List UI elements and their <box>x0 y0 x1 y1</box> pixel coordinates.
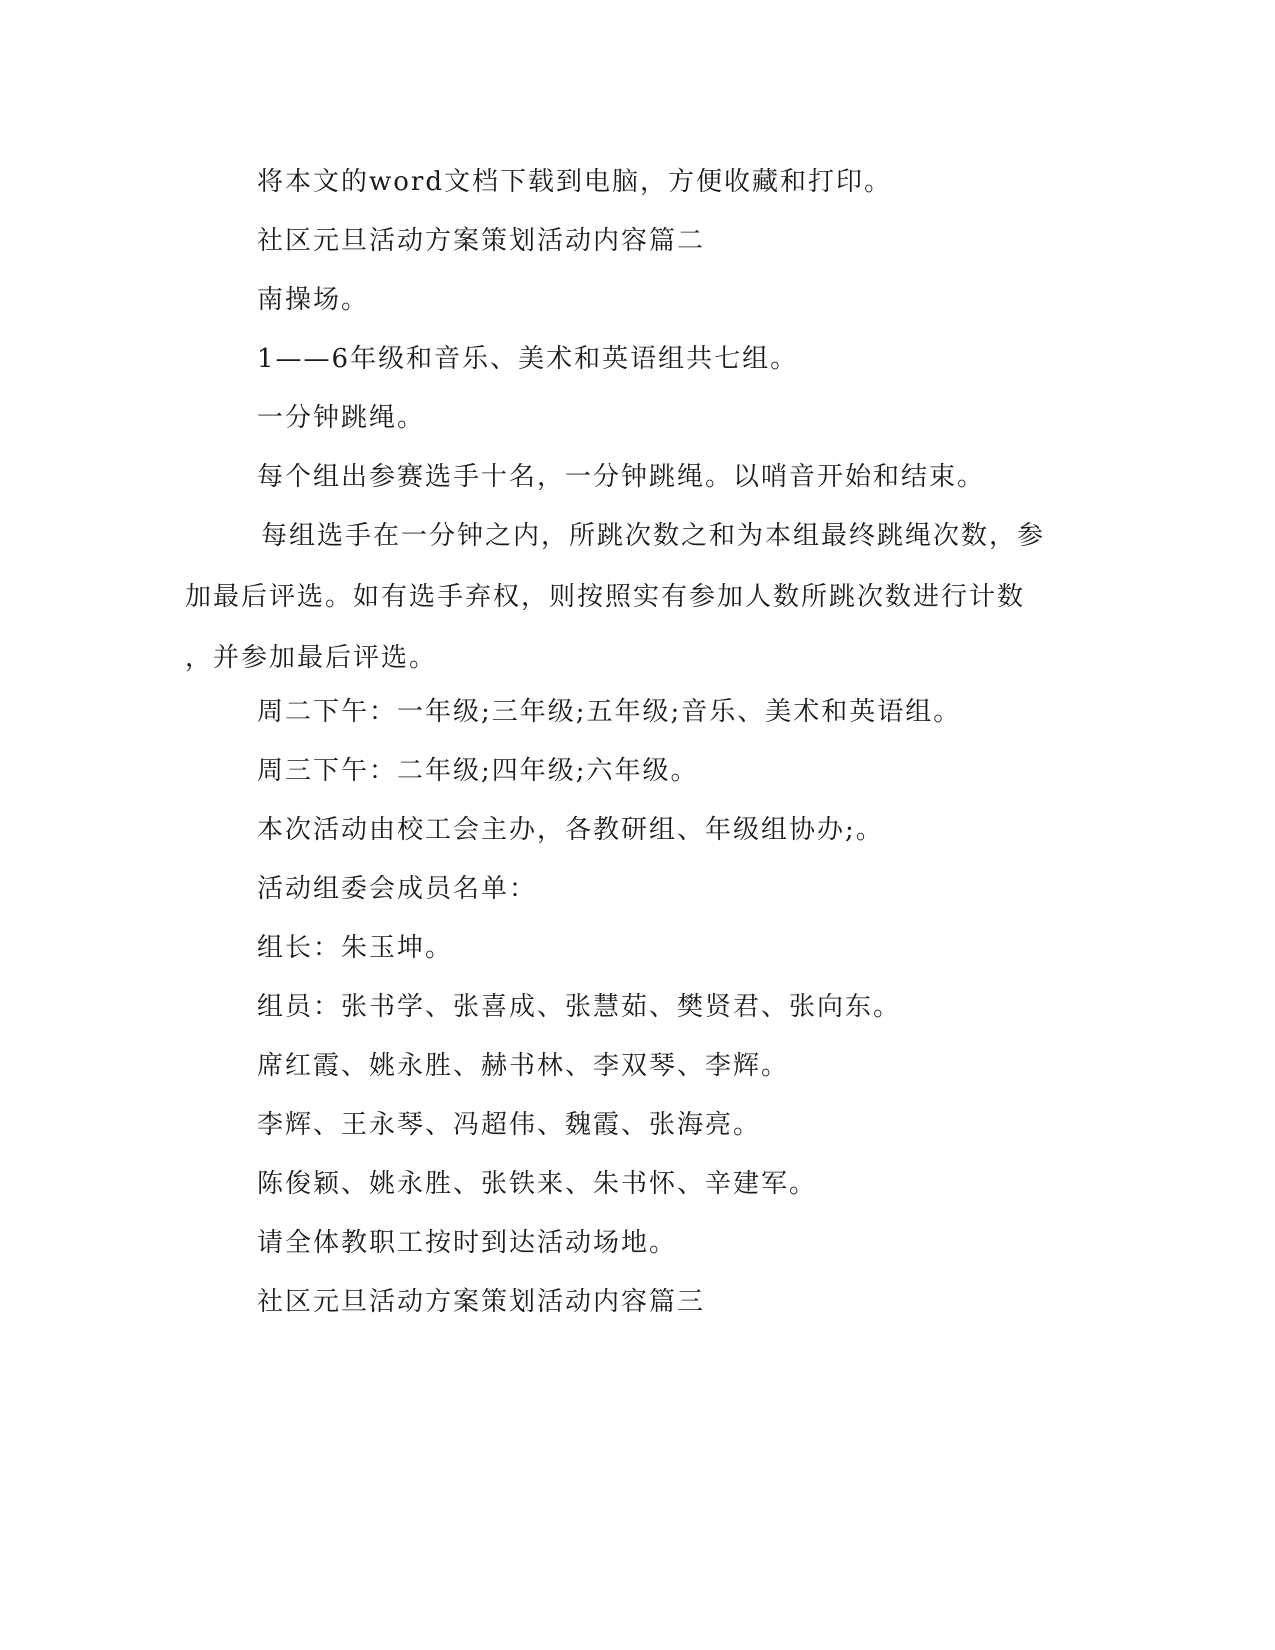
paragraph-scoring-line-2: 加最后评选。如有选手弃权，则按照实有参加人数所跳次数进行计数 <box>185 582 1026 612</box>
paragraph-download-note: 将本文的word文档下载到电脑，方便收藏和打印。 <box>257 167 892 197</box>
paragraph-members-4: 陈俊颖、姚永胜、张铁来、朱书怀、辛建军。 <box>257 1169 818 1199</box>
paragraph-members-2: 席红霞、姚永胜、赫书林、李双琴、李辉。 <box>257 1051 790 1081</box>
paragraph-rules: 每个组出参赛选手十名，一分钟跳绳。以哨音开始和结束。 <box>257 462 986 492</box>
paragraph-scoring <box>185 506 1075 689</box>
paragraph-members-3: 李辉、王永琴、冯超伟、魏霞、张海亮。 <box>257 1110 762 1140</box>
paragraph-event: 一分钟跳绳。 <box>257 403 426 433</box>
section-heading-part-two: 社区元旦活动方案策划活动内容篇二 <box>257 226 706 256</box>
paragraph-scoring-line-3: ，并参加最后评选。 <box>185 643 438 673</box>
paragraph-members-1: 组员：张书学、张喜成、张慧茹、樊贤君、张向东。 <box>257 992 902 1022</box>
paragraph-committee-heading: 活动组委会成员名单： <box>257 874 538 904</box>
paragraph-leader: 组长：朱玉坤。 <box>257 933 454 963</box>
paragraph-participants: 1——6年级和音乐、美术和英语组共七组。 <box>257 344 799 374</box>
paragraph-schedule-tuesday: 周二下午：一年级;三年级;五年级;音乐、美术和英语组。 <box>257 697 962 727</box>
paragraph-scoring-line-1: 每组选手在一分钟之内，所跳次数之和为本组最终跳绳次数，参 <box>261 521 1046 551</box>
paragraph-location: 南操场。 <box>257 285 370 315</box>
paragraph-schedule-wednesday: 周三下午：二年级;四年级;六年级。 <box>257 756 699 786</box>
paragraph-organizer: 本次活动由校工会主办，各教研组、年级组协办;。 <box>257 815 884 845</box>
paragraph-arrival-notice: 请全体教职工按时到达活动场地。 <box>257 1228 678 1258</box>
section-heading-part-three: 社区元旦活动方案策划活动内容篇三 <box>257 1287 706 1317</box>
